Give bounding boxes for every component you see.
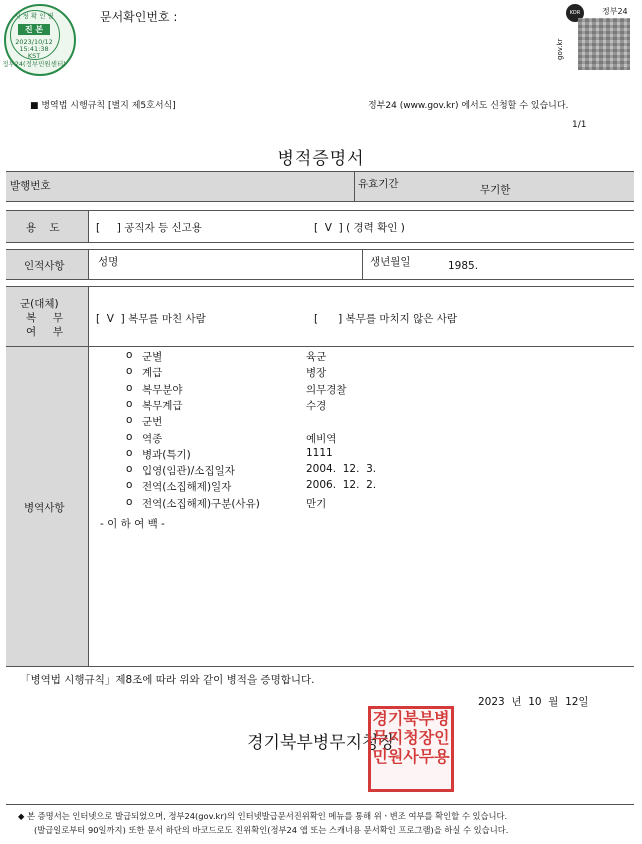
service-label-3: 여 부 [26,326,63,338]
usage-option-1: [ ] 공직자 등 신고용 [96,222,202,234]
verification-barcode[interactable] [578,18,630,70]
bullet-icon: o [126,463,133,476]
military-field-value: 1111 [306,446,333,459]
seal-time: 15:41:38 [19,45,49,53]
form-reference: ■ 병역법 시행규칙 [별지 제5호서식] [30,101,176,111]
military-field-value: 육군 [306,351,327,363]
issue-row-bg [6,171,634,201]
validity-label: 유효기간 [358,178,399,190]
military-field-label: 전역(소집해제)일자 [142,481,232,494]
birth-value: 1985. [448,260,479,272]
apply-note: 정부24 (www.gov.kr) 에서도 신청할 수 있습니다. [368,101,569,111]
doc-confirm-number-label: 문서확인번호 : [100,10,178,24]
official-stamp [368,706,454,792]
military-field-value: 수경 [306,399,327,412]
seal-bottom-text: 정부24(정부민원센터) [2,60,66,68]
end-of-content: - 이 하 여 백 - [100,518,165,530]
service-label-1: 군(대체) [20,298,59,310]
service-option-1: [ V ] 복무를 마친 사람 [96,313,206,325]
qr-label: 정부24 [602,7,628,16]
military-field-value: 예비역 [306,432,337,445]
bullet-icon: o [126,495,133,508]
service-label-2: 복 무 [26,312,63,324]
military-field-value: 만기 [306,497,327,510]
bullet-icon: o [126,446,133,459]
military-field-value: 2004. 12. 3. [306,463,377,476]
bullet-icon: o [126,365,133,378]
certify-text: 「병역법 시행규칙」제8조에 따라 위와 같이 병적을 증명합니다. [20,674,315,686]
bullet-icon: o [126,349,133,361]
issuer-name: 경기북부병무지청장 [247,733,395,753]
seal-top-text: 시 청 확 인 필 [14,12,54,20]
military-field-value: 2006. 12. 2. [306,479,377,492]
footer-line-2: (발급일로부터 90일까지) 또한 문서 하단의 바코드로도 진위확인(정부24 앱 또는 스캐너용 문서확인 프로그램)을 하실 수 있습니다. [34,825,509,835]
military-field-label: 복무계급 [142,399,183,412]
military-field-label: 입영(임관)/소집일자 [142,465,235,478]
kor-mark-icon: KOR [566,4,584,22]
military-field-label: 역종 [142,432,163,445]
seal-tz: KST [27,52,41,60]
birth-label: 생년월일 [370,256,411,268]
document-title: 병적증명서 [277,149,365,169]
issue-number-label: 발행번호 [10,180,51,192]
military-label: 병역사항 [24,502,65,514]
qr-side-text: gov.kr [556,38,564,60]
name-label: 성명 [98,256,119,268]
military-field-label: 계급 [142,367,163,380]
military-field-label: 병과(특기) [142,448,191,461]
issue-date: 2023 년 10 월 12일 [478,696,589,708]
person-label: 인적사항 [24,260,65,272]
military-field-value: 의무경찰 [306,383,347,396]
page-number: 1/1 [572,120,587,130]
bullet-icon: o [126,397,133,410]
bullet-icon: o [126,381,133,394]
seal-date: 2023/10/12 [15,38,53,46]
military-field-label: 군별 [142,351,163,363]
military-field-value: 병장 [306,367,327,380]
footer-line-1: ◆ 본 증명서는 인터넷으로 발급되었으며, 정부24(gov.kr)의 인터넷발급문서진위확인 메뉴를 통해 위ㆍ변조 여부를 확인할 수 있습니다. [18,811,508,821]
validity-value: 무기한 [480,184,511,196]
service-option-2: [ ] 복무를 마치지 않은 사람 [314,313,457,325]
usage-option-2: [ V ] ( 경력 확인 ) [314,222,405,234]
bullet-icon: o [126,479,133,492]
usage-label: 용 도 [26,222,60,234]
military-field-label: 전역(소집해제)구분(사유) [142,497,260,510]
stamp-line-3: 민원사무용 [372,747,450,766]
stamp-line-1: 경기북부병 [372,709,450,728]
seal-badge: 진 본 [18,24,50,35]
military-field-label: 복무분야 [142,383,183,396]
bullet-icon: o [126,430,133,443]
stamp-line-2: 무지청장인 [372,728,450,747]
military-field-label: 군번 [142,416,163,429]
bullet-icon: o [126,414,133,427]
